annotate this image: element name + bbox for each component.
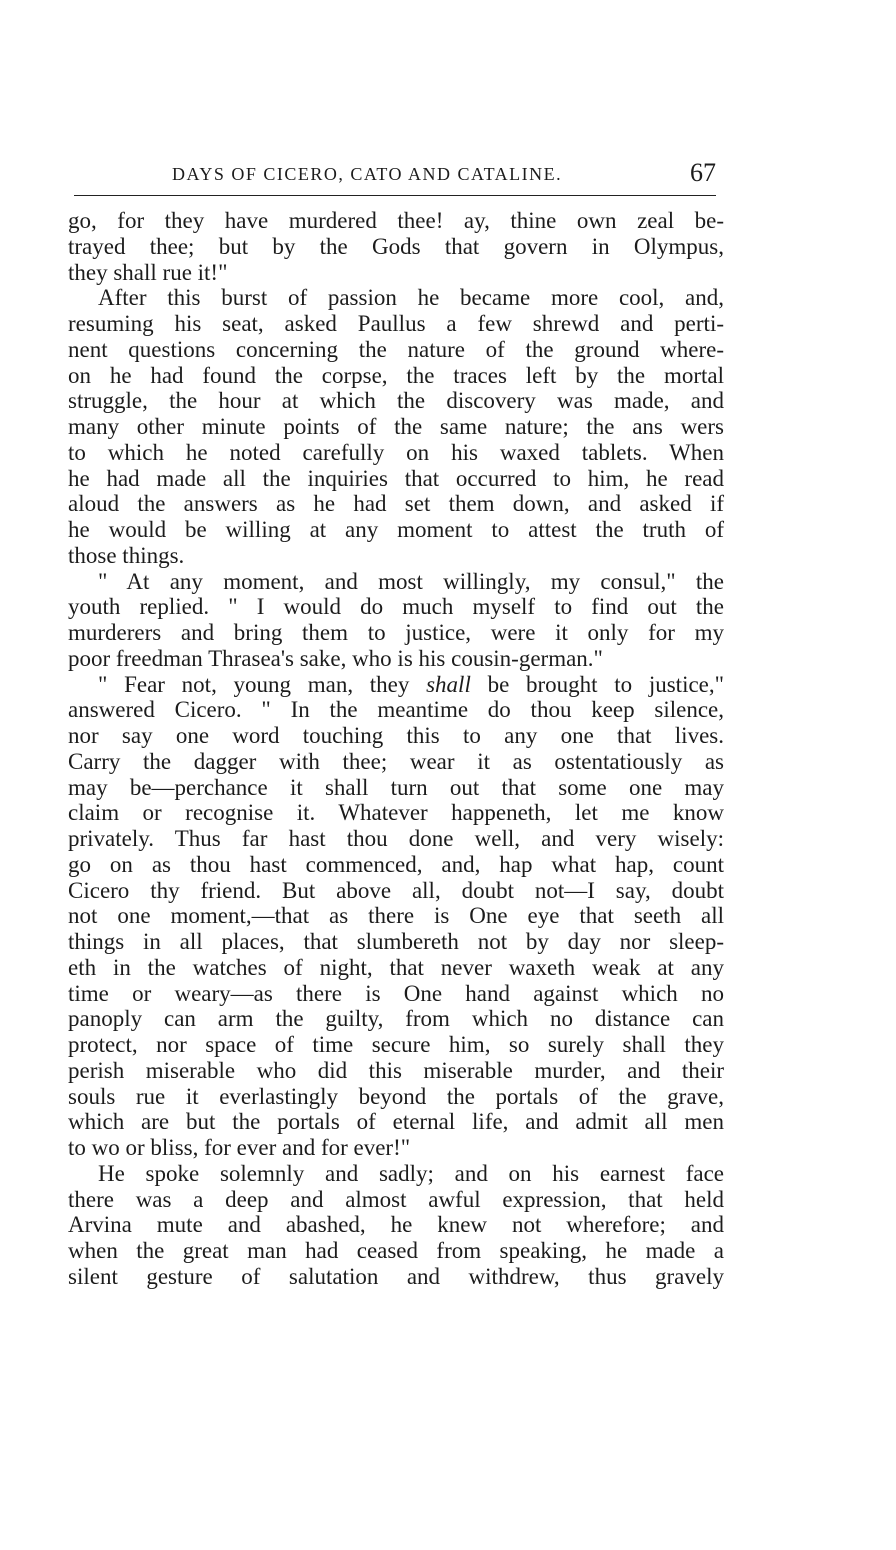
text-line: panoply can arm the guilty, from which no distance can [68,1006,724,1032]
text-line: those things. [68,542,185,568]
text-line: Cicero thy friend. But above all, doubt not—I say, doubt [68,877,724,903]
text-line: eth in the watches of night, that never waxeth weak at any [68,954,724,980]
text-line: they shall rue it!" [68,259,228,285]
text-line: protect, nor space of time secure him, so surely shall they [68,1032,724,1057]
text-line: he would be willing at any moment to attest the truth of [68,517,724,542]
text-line: which are but the portals of eternal life, and admit all men [68,1109,724,1135]
text-line: Carry the dagger with thee; wear it as ostentatiously as [68,748,724,774]
text-line: poor freedman Thrasea's sake, who is his cousin-german." [68,645,603,671]
text-line: go, for they have murdered thee! ay, thine own zeal be- [68,208,724,233]
text-line: aloud the answers as he had set them down, and asked if [68,491,724,517]
text-line: when the great man had ceased from speaking, he made a [68,1238,724,1263]
text-line: there was a deep and almost awful expression, that held [68,1186,724,1212]
text-line-tail: be brought to justice," [487,671,725,697]
text-line: silent gesture of salutation and withdrew, thus gravely [68,1263,724,1289]
text-line: to which he noted carefully on his waxed tablets. When [68,439,724,465]
body-text [68,208,724,1290]
emphasis-word: shall [426,671,471,697]
text-line-mixed [68,672,724,698]
text-line: to wo or bliss, for ever and for ever!" [68,1135,411,1160]
text-line: answered Cicero. " In the meantime do thou keep silence, [68,697,724,723]
text-line: He spoke solemnly and sadly; and on his earnest face [98,1160,724,1186]
running-title: DAYS OF CICERO, CATO AND CATALINE. [172,164,563,184]
text-line: Arvina mute and abashed, he knew not wherefore; and [68,1212,724,1238]
text-line: on he had found the corpse, the traces left by the mortal [68,362,724,388]
text-line: perish miserable who did this miserable murder, and their [68,1057,724,1083]
text-line-head: " Fear not, young man, they [98,671,410,697]
text-line: struggle, the hour at which the discovery was made, and [68,388,724,414]
text-line: " At any moment, and most willingly, my consul," the [98,568,724,594]
text-line: youth replied. " I would do much myself to find out the [68,594,724,620]
running-head [68,158,720,192]
text-line: souls rue it everlastingly beyond the portals of the grave, [68,1083,724,1109]
header-rule [74,195,716,196]
text-line: things in all places, that slumbereth not by day nor sleep- [68,929,724,954]
text-line: time or weary—as there is One hand against which no [68,980,724,1006]
text-line: privately. Thus far hast thou done well, and very wisely: [68,826,724,851]
text-line: many other minute points of the same nature; the ans wers [68,414,724,439]
text-line: trayed thee; but by the Gods that govern in Olympus, [68,233,724,259]
text-line: After this burst of passion he became more cool, and, [98,285,724,311]
text-line: claim or recognise it. Whatever happeneth, let me know [68,800,724,826]
text-line: not one moment,—that as there is One eye that seeth all [68,903,724,929]
text-line: nent questions concerning the nature of the ground where- [68,336,724,362]
text-line: nor say one word touching this to any one that lives. [68,723,724,748]
text-line: go on as thou hast commenced, and, hap what hap, count [68,851,724,877]
page-number: 67 [690,158,716,187]
text-line: may be—perchance it shall turn out that some one may [68,774,724,800]
text-line: he had made all the inquiries that occurred to him, he read [68,465,724,491]
text-line: resuming his seat, asked Paullus a few shrewd and perti- [68,311,724,336]
text-line: murderers and bring them to justice, were it only for my [68,620,724,645]
